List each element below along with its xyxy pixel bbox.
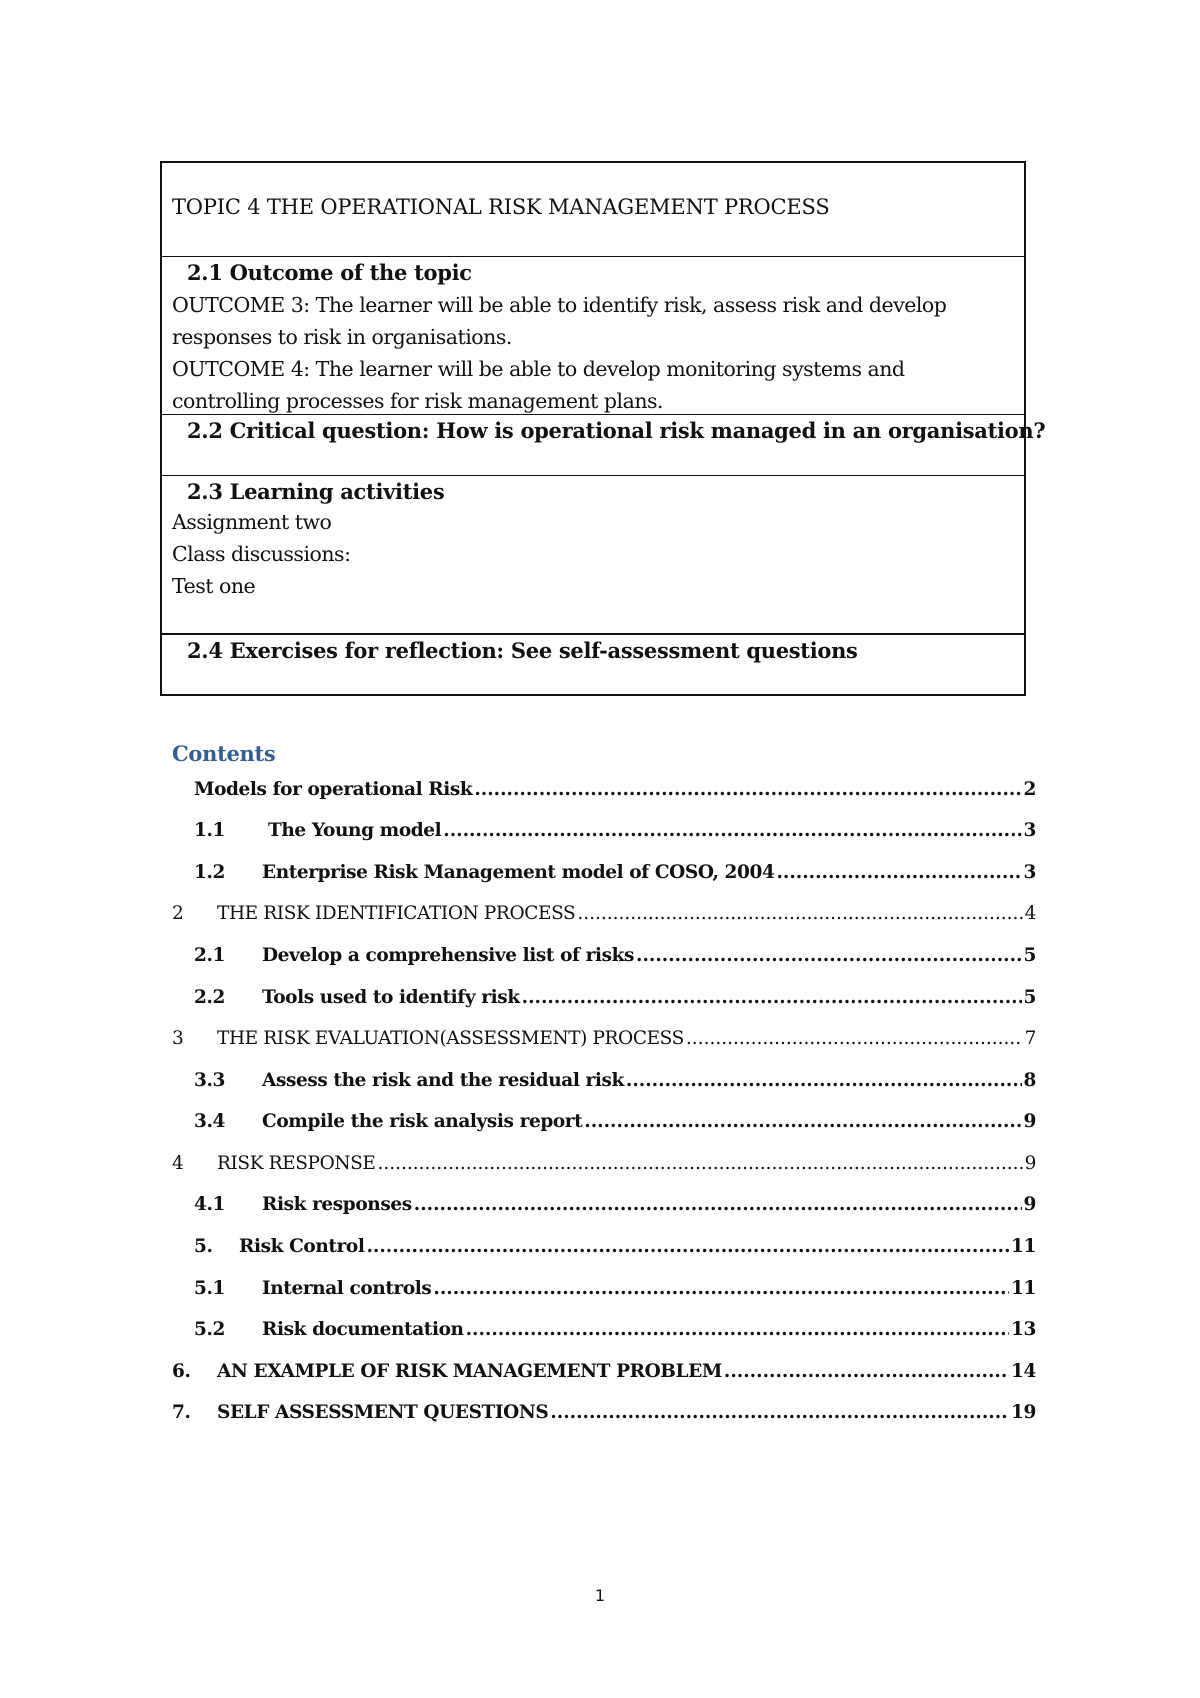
toc-entry-page: 2 — [1023, 779, 1036, 800]
toc-leader — [522, 985, 1022, 1011]
toc-entry-number: 3.4 — [194, 1111, 225, 1132]
toc-leader — [626, 1068, 1022, 1094]
toc-entry-number: 4.1 — [194, 1194, 225, 1215]
toc-entry-page: 5 — [1023, 987, 1036, 1008]
exercises-heading: 2.4 Exercises for reflection: See self-assessment questions — [187, 638, 858, 663]
toc-entry-page: 19 — [1011, 1402, 1036, 1423]
toc-entry-number: 2.2 — [194, 987, 225, 1008]
toc-entry-page: 11 — [1011, 1236, 1036, 1257]
toc-entry-title: Risk Control — [239, 1236, 365, 1257]
toc-entry-page: 11 — [1011, 1278, 1036, 1299]
toc-entry[interactable] — [194, 1109, 1036, 1135]
toc-entry-number: 5. — [194, 1236, 213, 1257]
toc-entry[interactable] — [194, 985, 1036, 1011]
toc-entry[interactable] — [172, 1400, 1036, 1426]
topic-title: TOPIC 4 THE OPERATIONAL RISK MANAGEMENT PROCESS — [172, 195, 830, 219]
toc-leader — [474, 777, 1021, 803]
toc-leader — [414, 1192, 1022, 1218]
outcome-3-text: OUTCOME 3: The learner will be able to identify risk, assess risk and develop responses to risk in organisations. — [172, 293, 947, 349]
toc-entry-title: AN EXAMPLE OF RISK MANAGEMENT PROBLEM — [217, 1361, 722, 1382]
toc-entry-title: Compile the risk analysis report — [262, 1111, 583, 1132]
topic-summary-table — [160, 161, 1046, 696]
toc-leader — [466, 1317, 1009, 1343]
toc-entry[interactable] — [194, 1276, 1036, 1302]
toc-entry-page: 7 — [1024, 1028, 1036, 1049]
toc-entry-page: 14 — [1011, 1361, 1036, 1382]
toc-entry[interactable] — [194, 860, 1036, 886]
page-number: 1 — [594, 1586, 606, 1605]
activity-item: Test one — [172, 574, 256, 598]
toc-leader — [577, 901, 1022, 927]
toc-entry-page: 8 — [1023, 1070, 1036, 1091]
toc-entry[interactable] — [194, 1234, 1036, 1260]
toc-entry-title: Models for operational Risk — [194, 779, 473, 800]
toc-entry[interactable] — [172, 1359, 1036, 1385]
activity-item: Class discussions: — [172, 542, 351, 566]
toc-leader — [636, 943, 1021, 969]
toc-entry[interactable] — [194, 1317, 1036, 1343]
toc-entry-title: Tools used to identify risk — [262, 987, 520, 1008]
toc-entry-number: 4 — [172, 1153, 184, 1174]
exercises-row — [162, 633, 1024, 694]
toc-leader — [584, 1109, 1021, 1135]
toc-entry-title: Assess the risk and the residual risk — [262, 1070, 624, 1091]
toc-entry-title: Develop a comprehensive list of risks — [262, 945, 635, 966]
toc-leader — [724, 1359, 1009, 1385]
activity-item: Assignment two — [172, 510, 332, 534]
toc-entry[interactable] — [172, 901, 1036, 927]
toc-entry-number: 1.1 — [194, 820, 225, 841]
topic-title-row — [162, 163, 1024, 256]
toc-entry-number: 6. — [172, 1361, 191, 1382]
outcome-4-text: OUTCOME 4: The learner will be able to develop monitoring systems and controlling processes for risk management plans. — [172, 357, 905, 413]
critical-question: 2.2 Critical question: How is operational risk managed in an organisation? — [187, 418, 1046, 443]
toc-entry-number: 2.1 — [194, 945, 225, 966]
toc-entry-page: 5 — [1023, 945, 1036, 966]
learning-activities-row — [162, 475, 1024, 633]
activities-heading: 2.3 Learning activities — [187, 479, 445, 504]
toc-entry-title: Internal controls — [262, 1278, 432, 1299]
toc-entry-title: THE RISK EVALUATION(ASSESSMENT) PROCESS — [217, 1028, 684, 1049]
toc-entry-page: 3 — [1023, 862, 1036, 883]
toc-entry-title: THE RISK IDENTIFICATION PROCESS — [217, 903, 576, 924]
toc-entry[interactable] — [194, 818, 1036, 844]
toc-entry-title: Enterprise Risk Management model of COSO, 2004 — [262, 862, 775, 883]
toc-entry[interactable] — [194, 1192, 1036, 1218]
toc-leader — [776, 860, 1021, 886]
toc-leader — [378, 1151, 1023, 1177]
toc-entry-number: 5.1 — [194, 1278, 225, 1299]
toc-entry-number: 2 — [172, 903, 184, 924]
toc-entry-number: 7. — [172, 1402, 191, 1423]
toc-leader — [366, 1234, 1009, 1260]
toc-leader — [433, 1276, 1009, 1302]
toc-entry[interactable] — [194, 943, 1036, 969]
toc-entry[interactable] — [172, 1026, 1036, 1052]
critical-question-row — [162, 414, 1046, 475]
toc-leader — [686, 1026, 1023, 1052]
toc-entry[interactable] — [172, 1151, 1036, 1177]
toc-entry-title: Risk responses — [262, 1194, 412, 1215]
toc-entry-number: 5.2 — [194, 1319, 225, 1340]
toc-entry-title: SELF ASSESSMENT QUESTIONS — [217, 1402, 549, 1423]
outcome-row — [162, 256, 1024, 414]
toc-entry-page: 13 — [1011, 1319, 1036, 1340]
toc-entry-title: The Young model — [268, 820, 442, 841]
toc-entry-page: 9 — [1024, 1153, 1036, 1174]
toc-entry-title: Risk documentation — [262, 1319, 464, 1340]
contents-heading: Contents — [172, 741, 276, 766]
toc-entry-page: 4 — [1024, 903, 1036, 924]
toc-entry-page: 9 — [1023, 1194, 1036, 1215]
toc-entry-page: 3 — [1023, 820, 1036, 841]
toc-entry-page: 9 — [1023, 1111, 1036, 1132]
outcome-heading: 2.1 Outcome of the topic — [187, 260, 472, 285]
toc-entry-number: 3.3 — [194, 1070, 225, 1091]
toc-entry[interactable] — [194, 1068, 1036, 1094]
toc-entry-title: RISK RESPONSE — [217, 1153, 376, 1174]
toc-entry-number: 3 — [172, 1028, 184, 1049]
toc-entry[interactable] — [194, 777, 1036, 803]
toc-leader — [443, 818, 1021, 844]
toc-leader — [550, 1400, 1009, 1426]
toc-entry-number: 1.2 — [194, 862, 225, 883]
